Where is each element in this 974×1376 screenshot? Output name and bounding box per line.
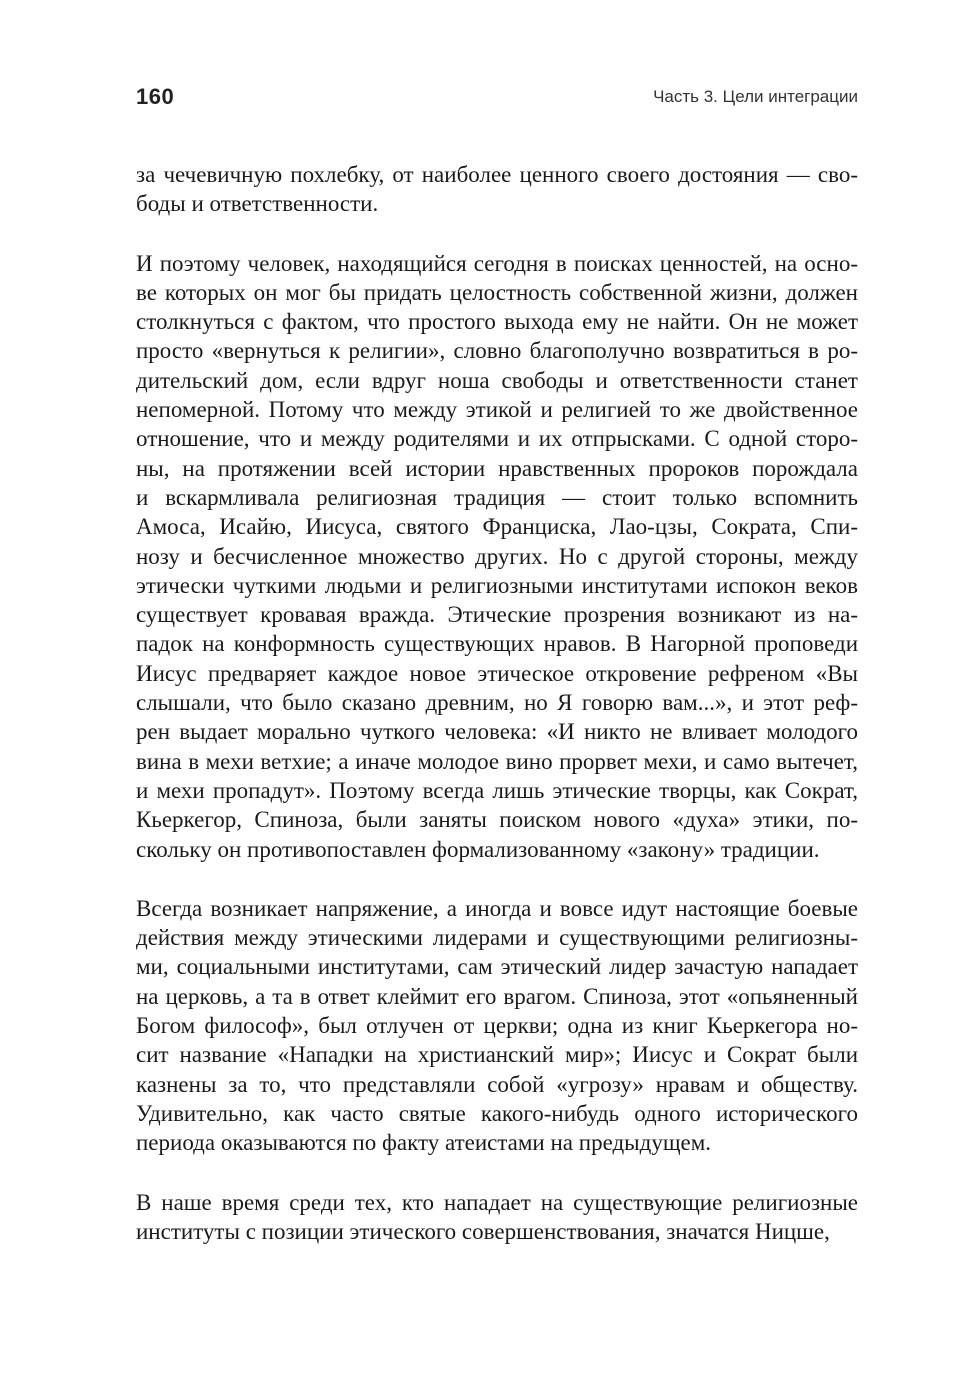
text-line: периода оказываются по факту атеистами на предыдущем. bbox=[136, 1130, 712, 1156]
text-line: падок на конформность существующих нравов. В Нагорной проповеди bbox=[136, 631, 858, 657]
text-line: Иисус предваряет каждое новое этическое откровение рефреном «Вы bbox=[136, 660, 858, 686]
text-line: отношение, что и между родителями и их отпрысками. С одной сторо- bbox=[136, 426, 858, 452]
text-line: действия между этическими лидерами и существующими религиозны- bbox=[136, 925, 858, 951]
text-line: столкнуться с фактом, что простого выхода ему не найти. Он не может bbox=[136, 309, 858, 335]
text-line: И поэтому человек, находящийся сегодня в поисках ценностей, на осно- bbox=[136, 250, 858, 276]
text-line: Удивительно, как часто святые какого-нибудь одного исторического bbox=[136, 1100, 858, 1126]
text-line: Богом философ», был отлучен от церкви; одна из книг Кьеркегора но- bbox=[136, 1013, 858, 1039]
text-line: непомерной. Потому что между этикой и религией то же двойственное bbox=[136, 397, 858, 423]
text-line: ны, на протяжении всей истории нравственных пророков порождала bbox=[136, 455, 858, 481]
text-line: этически чуткими людьми и религиозными институтами испокон веков bbox=[136, 572, 858, 598]
text-line: на церковь, а та в ответ клеймит его врагом. Спиноза, этот «опьяненный bbox=[136, 983, 858, 1009]
page-number: 160 bbox=[136, 84, 175, 109]
body-text bbox=[136, 160, 858, 1276]
text-line: скольку он противопоставлен формализованному «закону» традиции. bbox=[136, 836, 820, 862]
page-header bbox=[136, 84, 858, 110]
text-line: казнены за то, что представляли собой «угрозу» нравам и обществу. bbox=[136, 1071, 858, 1097]
paragraph bbox=[136, 1188, 858, 1247]
running-head: Часть 3. Цели интеграции bbox=[653, 87, 858, 106]
text-line: ми, социальными институтами, сам этический лидер зачастую нападает bbox=[136, 954, 858, 980]
text-line: Всегда возникает напряжение, а иногда и вовсе идут настоящие боевые bbox=[136, 895, 858, 921]
text-line: боды и ответственности. bbox=[136, 191, 379, 217]
text-line: вина в мехи ветхие; а иначе молодое вино прорвет мехи, и само вытечет, bbox=[136, 748, 858, 774]
text-line: дительский дом, если вдруг ноша свободы и ответственности станет bbox=[136, 367, 858, 393]
paragraph bbox=[136, 894, 858, 1158]
text-line: рен выдает морально чуткого человека: «И никто не вливает молодого bbox=[136, 719, 858, 745]
text-line: нозу и бесчисленное множество других. Но с другой стороны, между bbox=[136, 543, 858, 569]
text-line: за чечевичную похлебку, от наиболее ценного своего достояния — сво- bbox=[136, 162, 858, 187]
paragraph bbox=[136, 249, 858, 864]
text-line: существует кровавая вражда. Этические прозрения возникают из на- bbox=[136, 602, 858, 628]
text-line: и мехи пропадут». Поэтому всегда лишь этические творцы, как Сократ, bbox=[136, 777, 858, 803]
text-line: Кьеркегор, Спиноза, были заняты поиском нового «духа» этики, по- bbox=[136, 807, 858, 833]
text-line: В наше время среди тех, кто нападает на существующие религиозные bbox=[136, 1189, 858, 1215]
text-line: Амоса, Исайю, Иисуса, святого Франциска, Лао-цзы, Сократа, Спи- bbox=[136, 514, 858, 540]
text-line: ве которых он мог бы придать целостность собственной жизни, должен bbox=[136, 279, 858, 305]
paragraph bbox=[136, 160, 858, 219]
text-line: и вскармливала религиозная традиция — стоит только вспомнить bbox=[136, 484, 858, 510]
text-line: сит название «Нападки на христианский мир»; Иисус и Сократ были bbox=[136, 1042, 858, 1068]
text-line: институты с позиции этического совершенствования, значатся Ницше, bbox=[136, 1218, 830, 1244]
text-line: слышали, что было сказано древним, но Я говорю вам...», и этот реф- bbox=[136, 690, 858, 716]
text-line: просто «вернуться к религии», словно благополучно возвратиться в ро- bbox=[136, 338, 858, 364]
